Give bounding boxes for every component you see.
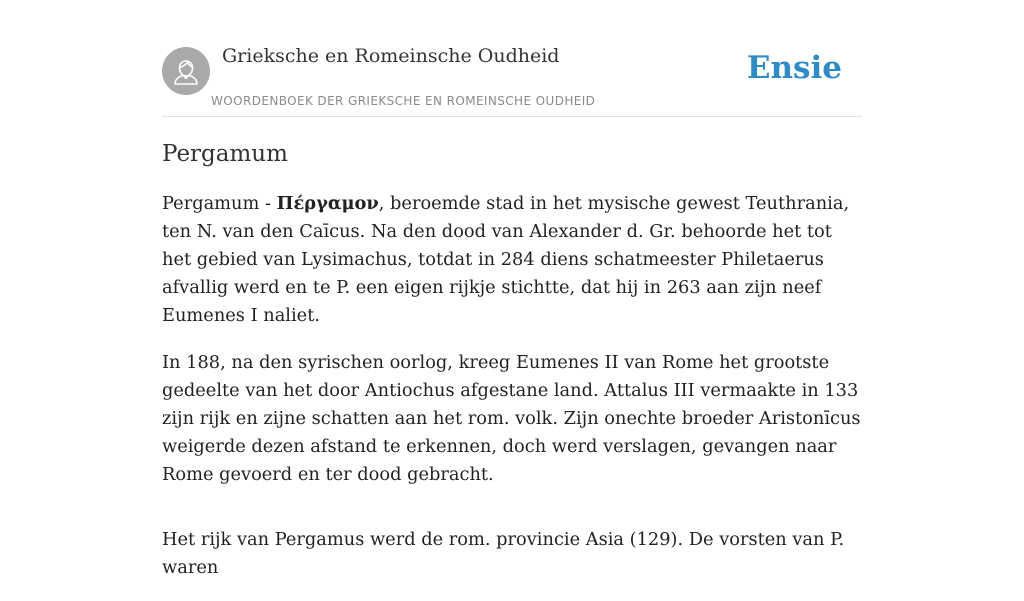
entry-term: Pergamum [162,193,260,214]
user-icon [162,47,210,95]
entry-paragraph-2: In 188, na den syrischen oorlog, kreeg Eumenes II van Rome het grootste gedeelte van het door Antiochus afgestane land. Attalus III vermaakte in 133 zijn rijk en zijne schatten aan het rom. volk. Zijn onechte broeder Aristonīcus weigerde dezen afstand te erkennen, doch werd verslagen, gevangen naar Rome gevoerd en ter dood gebracht. [162,352,861,485]
entry-title: Pergamum [162,141,288,167]
source-header [162,0,862,117]
source-title[interactable]: Grieksche en Romeinsche Oudheid [222,45,560,67]
term-separator: - [259,193,277,214]
avatar[interactable] [162,47,210,95]
entry-paragraph-3: Het rijk van Pergamus werd de rom. provincie Asia (129). De vorsten van P. waren [162,529,845,578]
paragraph-1-text: , beroemde stad in het mysische gewest Teuthrania, ten N. van den Caīcus. Na den dood van Alexander d. Gr. behoorde het tot het gebied van Lysimachus, totdat in 284 diens schatmeester Philetaerus afvallig werd en te P. een eigen rijkje stichtte, dat hij in 263 aan zijn neef Eumenes I naliet. [162,193,850,326]
ensie-logo[interactable]: Ensie [746,50,842,86]
entry-content [162,138,862,601]
greek-term: Πέργαμον [276,193,379,214]
entry-paragraph-1 [162,190,862,330]
source-subtitle: WOORDENBOEK DER GRIEKSCHE EN ROMEINSCHE OUDHEID [211,94,596,108]
